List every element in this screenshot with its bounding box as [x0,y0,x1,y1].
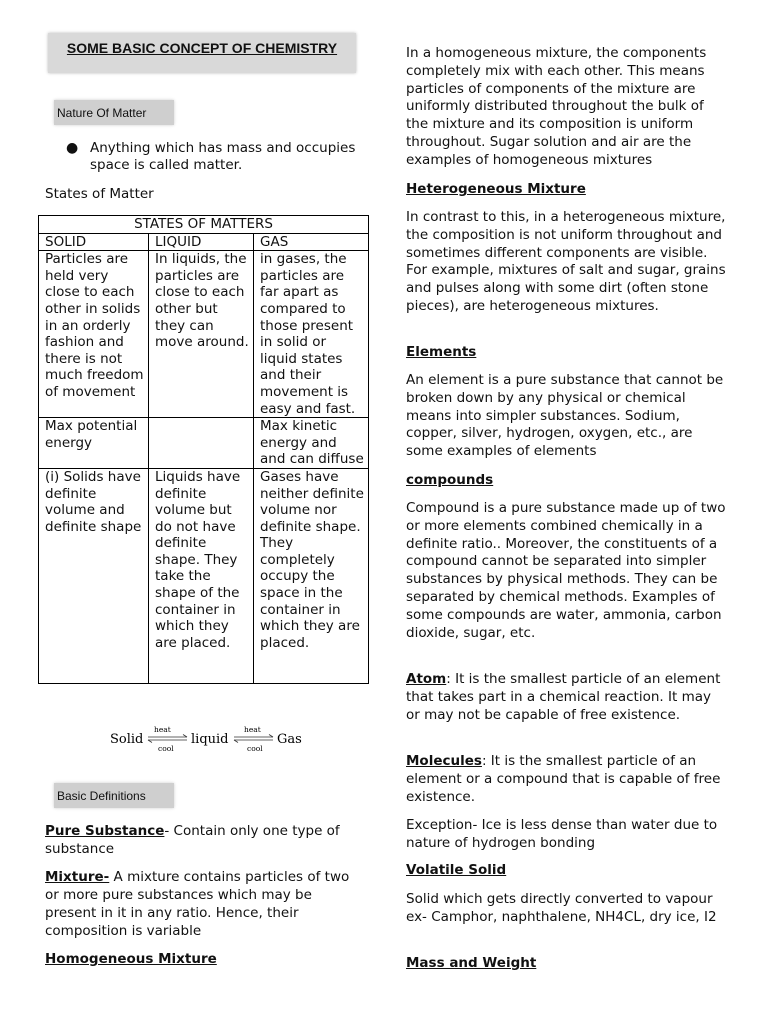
molecules-term: Molecules [406,753,482,769]
title-banner [48,33,356,73]
table-cell [149,418,254,469]
states-of-matter-label: States of Matter [45,186,154,202]
mixture-text: A mixture contains particles of two or more pure substances which may be present in it in any ratio. Hence, their composition is variable [45,869,350,939]
heterogeneous-mixture-heading: Heterogeneous Mixture [406,181,586,197]
table-cell: Liquids have definite volume but do not have definite shape. They take the shape of the container in which they are placed. [149,468,254,683]
homogeneous-mixture-heading: Homogeneous Mixture [45,951,217,967]
compounds-text: Compound is a pure substance made up of two or more elements combined chemically in a definite ratio.. Moreover, the constituents of a compound cannot be separated into simpler substances by physical methods. They can be separated by chemical methods. Examples of some compounds are water, ammonia, carbon dioxide, sugar, etc. [406,500,726,641]
table-cell: Max potential energy [39,418,149,469]
table-caption: STATES OF MATTERS [39,216,369,234]
mixture-paragraph [45,868,365,940]
phase-heat-label: heat [154,725,171,734]
nature-of-matter-tag: Nature Of Matter [54,100,174,125]
document-title: SOME BASIC CONCEPT OF CHEMISTRY [66,40,338,56]
elements-heading: Elements [406,344,477,360]
table-caption-row [39,216,369,234]
compounds-heading: compounds [406,472,494,488]
exception-text: Exception- Ice is less dense than water due to nature of hydrogen bonding [406,817,718,851]
table-row [39,251,369,418]
bullet-dot-icon: ● [66,140,79,156]
homogeneous-mixture-text: In a homogeneous mixture, the components completely mix with each other. This means particles of components of the mixture are uniformly distributed throughout the bulk of the mixture and its composition is uniform throughout. Sugar solution and air are the examples of homogeneous mixtures [406,45,707,168]
pure-substance-term: Pure Substance [45,823,165,839]
pure-substance-text: - Contain only one type of substance [45,823,340,857]
phase-cool-label: cool [158,744,174,753]
table-cell: Particles are held very close to each other in solids in an orderly fashion and there is not much freedom of movement [39,251,149,418]
phase-change-diagram [110,724,310,754]
states-of-matter-table [38,215,369,684]
basic-definitions-tag: Basic Definitions [54,783,174,808]
volatile-solid-heading: Volatile Solid [406,862,507,878]
table-row [39,468,369,683]
header-solid: SOLID [39,233,149,251]
phase-solid-label: Solid [110,732,144,747]
table-cell: In liquids, the particles are close to each other but they can move around. [149,251,254,418]
table-cell: (i) Solids have definite volume and definite shape [39,468,149,683]
volatile-solid-text: Solid which gets directly converted to vapour ex- Camphor, naphthalene, NH4CL, dry ice, I2 [406,891,717,925]
table-row [39,418,369,469]
matter-definition-text: Anything which has mass and occupies space is called matter. [90,140,356,173]
phase-cool-label: cool [247,744,263,753]
table-cell: Max kinetic energy and and can diffuse [254,418,369,469]
table-cell: Gases have neither definite volume nor definite shape. They completely occupy the space in the container in which they are placed. [254,468,369,683]
elements-text: An element is a pure substance that cannot be broken down by any physical or chemical means into simpler substances. Sodium, copper, silver, hydrogen, oxygen, etc., are some examples of elements [406,372,724,460]
equilibrium-arrow-icon [148,735,187,743]
atom-paragraph [406,671,726,724]
atom-text: : It is the smallest particle of an element that takes part in a chemical reaction. It may or may not be capable of free existence. [406,671,721,723]
equilibrium-arrow-icon [234,735,273,743]
molecules-paragraph [406,753,726,806]
header-gas: GAS [254,233,369,251]
header-liquid: LIQUID [149,233,254,251]
phase-gas-label: Gas [277,732,302,747]
molecules-text: : It is the smallest particle of an element or a compound that is capable of free existence. [406,753,721,805]
atom-term: Atom [406,671,447,687]
pure-substance-paragraph [45,822,365,858]
phase-liquid-label: liquid [191,732,229,747]
table-cell: in gases, the particles are far apart as compared to those present in solid or liquid states and their movement is easy and fast. [254,251,369,418]
mass-and-weight-heading: Mass and Weight [406,955,537,971]
heterogeneous-mixture-text: In contrast to this, in a heterogeneous mixture, the composition is not uniform throughout and sometimes different components are visible. For example, mixtures of salt and sugar, grains and pulses along with some dirt (often stone pieces), are heterogeneous mixtures. [406,209,726,314]
mixture-term: Mixture- [45,869,110,885]
table-header-row [39,233,369,251]
matter-definition-bullet [66,140,366,174]
phase-heat-label: heat [244,725,261,734]
